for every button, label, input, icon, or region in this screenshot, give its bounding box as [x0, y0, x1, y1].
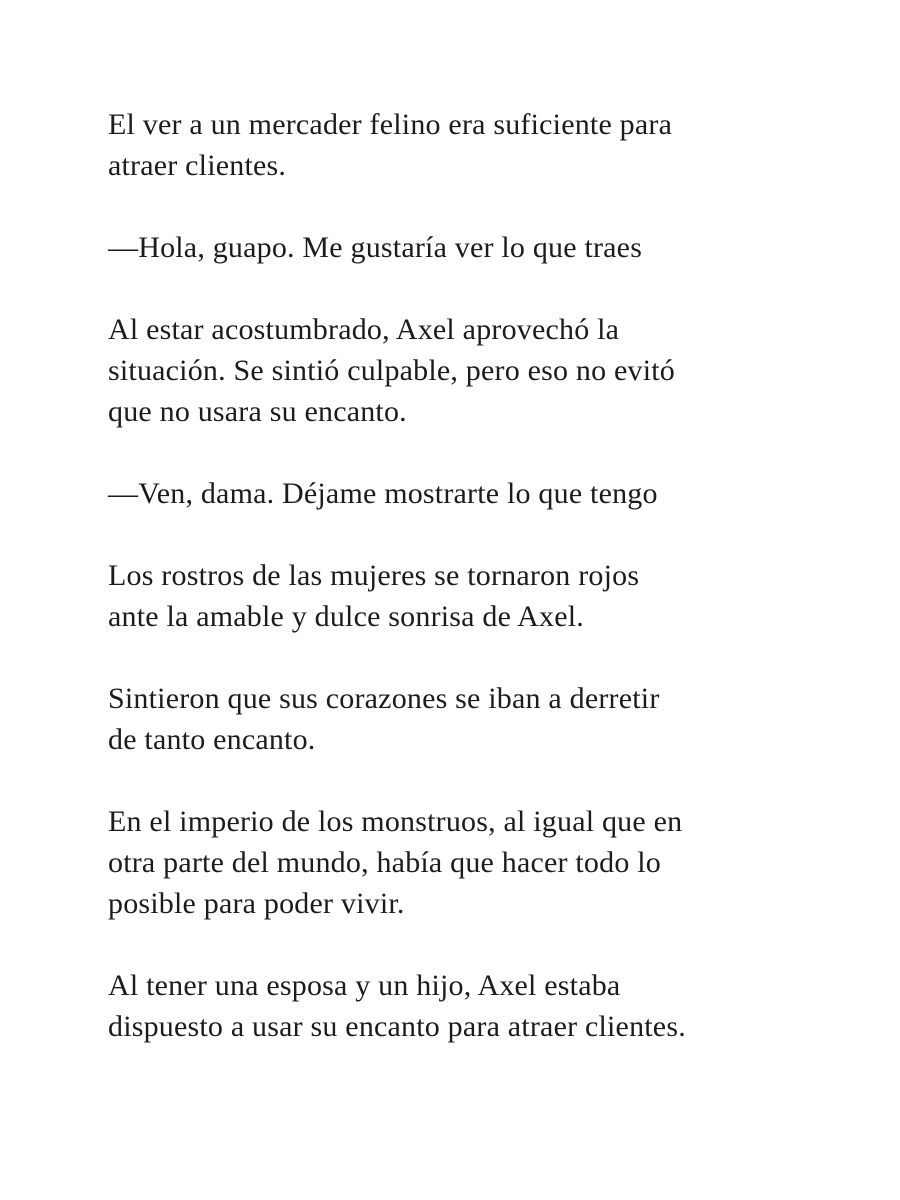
- text-line: —Hola, guapo. Me gustaría ver lo que traes: [108, 231, 643, 264]
- text-line: de tanto encanto.: [108, 723, 316, 756]
- paragraph: [108, 104, 808, 186]
- paragraph: [108, 801, 808, 924]
- dialogue-paragraph: [108, 473, 808, 514]
- text-line: Sintieron que sus corazones se iban a derretir: [108, 682, 660, 715]
- text-content: [108, 104, 808, 1088]
- paragraph: [108, 965, 808, 1047]
- paragraph: [108, 678, 808, 760]
- text-line: atraer clientes.: [108, 149, 287, 182]
- text-line: otra parte del mundo, había que hacer todo lo: [108, 846, 661, 879]
- text-line: Al estar acostumbrado, Axel aprovechó la: [108, 313, 620, 346]
- text-line: que no usara su encanto.: [108, 395, 407, 428]
- text-line: ante la amable y dulce sonrisa de Axel.: [108, 600, 584, 633]
- text-line: Al tener una esposa y un hijo, Axel estaba: [108, 969, 621, 1002]
- text-line: —Ven, dama. Déjame mostrarte lo que tengo: [108, 477, 658, 510]
- text-line: posible para poder vivir.: [108, 887, 405, 920]
- dialogue-paragraph: [108, 227, 808, 268]
- paragraph: [108, 309, 808, 432]
- paragraph: [108, 555, 808, 637]
- text-line: Los rostros de las mujeres se tornaron rojos: [108, 559, 640, 592]
- text-line: dispuesto a usar su encanto para atraer clientes.: [108, 1010, 686, 1043]
- text-line: El ver a un mercader felino era suficiente para: [108, 108, 673, 141]
- text-line: situación. Se sintió culpable, pero eso no evitó: [108, 354, 675, 387]
- text-line: En el imperio de los monstruos, al igual que en: [108, 805, 683, 838]
